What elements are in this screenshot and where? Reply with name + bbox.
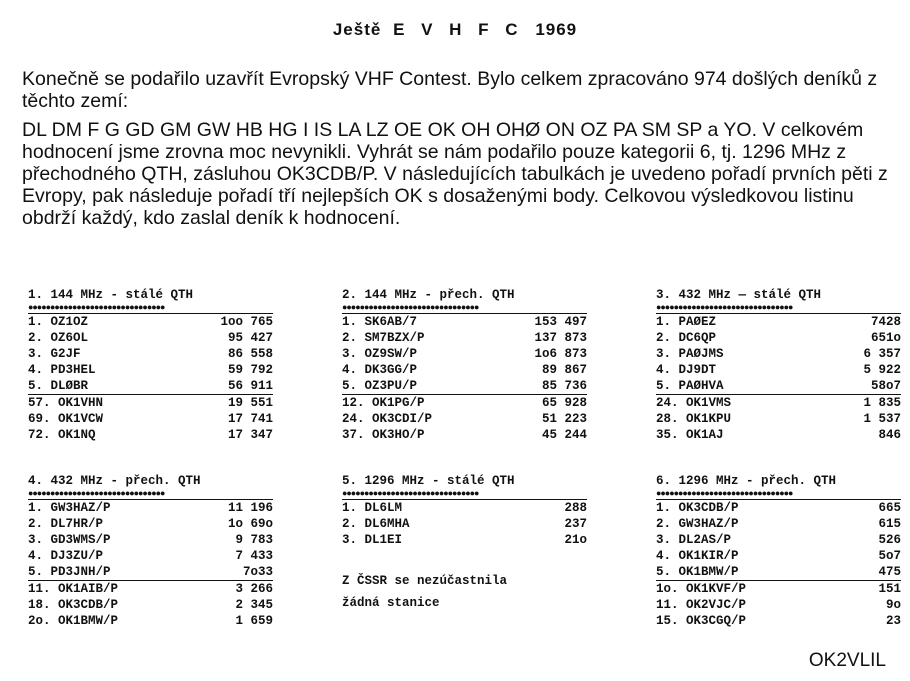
author-signature: OK2VLIL (808, 650, 886, 671)
ok-best-group (28, 395, 273, 443)
table-row (656, 427, 901, 443)
table-row (656, 581, 901, 597)
callsign: 1. OK3CDB/P (656, 501, 739, 515)
score: 19 551 (227, 396, 273, 410)
callsign: 69. OK1VCW (28, 412, 104, 426)
table-row (28, 532, 273, 548)
table-row (656, 362, 901, 378)
callsign: 1o. OK1KVF/P (656, 582, 747, 596)
note-line-2: žádná stanice (342, 596, 440, 610)
results-table-5 (342, 474, 587, 548)
score: 615 (878, 517, 901, 531)
callsign: 15. OK3CGQ/P (656, 614, 747, 628)
title-contest: E V H F C (393, 20, 524, 39)
callsign: 5. DLØBR (28, 379, 89, 393)
score: 237 (564, 517, 587, 531)
callsign: 4. DK3GG/P (342, 363, 418, 377)
score: 95 427 (227, 331, 273, 345)
callsign: 2. DL6MHA (342, 517, 410, 531)
table-row (342, 427, 587, 443)
score: 2 345 (235, 598, 273, 612)
table-heading: 4. 432 MHz - přech. QTH (28, 474, 201, 488)
callsign: 18. OK3CDB/P (28, 598, 119, 612)
score: 6 357 (863, 347, 901, 361)
score: 665 (878, 501, 901, 515)
callsign: 3. GD3WMS/P (28, 533, 111, 547)
europe-top-group (342, 314, 587, 395)
czechoslovakia-note (342, 570, 507, 614)
score: 45 244 (541, 428, 587, 442)
table-row (656, 597, 901, 613)
score: 288 (564, 501, 587, 515)
table-row (28, 362, 273, 378)
callsign: 24. OK3CDI/P (342, 412, 433, 426)
score: 17 741 (227, 412, 273, 426)
callsign: 5. OK1BMW/P (656, 565, 739, 579)
score: 56 911 (227, 379, 273, 393)
intro-paragraph-1: Konečně se podařilo uzavřít Evropský VHF Contest. Bylo celkem zpracováno 974 došlých deníků z těchto zemí: (22, 68, 878, 112)
table-row (656, 516, 901, 532)
table-row (342, 516, 587, 532)
table-row (28, 516, 273, 532)
callsign: 12. OK1PG/P (342, 396, 425, 410)
table-row (28, 314, 273, 330)
table-row (28, 548, 273, 564)
table-row (656, 314, 901, 330)
score: 86 558 (227, 347, 273, 361)
callsign: 4. DJ9DT (656, 363, 717, 377)
table-row (28, 581, 273, 597)
table-row (28, 330, 273, 346)
callsign: 3. DL1EI (342, 533, 403, 547)
score: 59 792 (227, 363, 273, 377)
score: 7428 (870, 315, 901, 329)
score: 137 873 (534, 331, 587, 345)
table-row (342, 362, 587, 378)
results-table-3 (656, 288, 901, 443)
callsign: 1. SK6AB/7 (342, 315, 418, 329)
score: 1oo 765 (220, 315, 273, 329)
score: 7o33 (242, 565, 273, 579)
score: 9 783 (235, 533, 273, 547)
table-row (656, 330, 901, 346)
title-year: 1969 (535, 20, 578, 39)
callsign: 1. DL6LM (342, 501, 403, 515)
table-row (28, 411, 273, 427)
table-row (28, 395, 273, 411)
ok-best-group (656, 395, 901, 443)
score: 151 (878, 582, 901, 596)
callsign: 3. OZ9SW/P (342, 347, 418, 361)
results-table-4 (28, 474, 273, 629)
callsign: 37. OK3HO/P (342, 428, 425, 442)
europe-top-group (28, 314, 273, 395)
page-title (0, 20, 910, 40)
table-row (342, 395, 587, 411)
intro-paragraph-2: DL DM F G GD GM GW HB HG I IS LA LZ OE OK OH OHØ ON OZ PA SM SP a YO. V celkovém hodnocení jsme zrovna moc nevynikli. Vyhrát se nám podařilo pouze kategorii 6, tj. 1296 MHz z přechodného QTH, zásluhou OK3CDB/P. V následujících tabulkách je uvedeno pořadí prvních pěti z Evropy, pak následuje pořadí tří nejlepších OK s dosaženými body. Celkovou výsledkovou listinu obdrží každý, kdo zaslal deník k hodnocení. (22, 119, 888, 229)
table-row (28, 564, 273, 580)
callsign: 2. DC6QP (656, 331, 717, 345)
callsign: 2o. OK1BMW/P (28, 614, 119, 628)
europe-top-group (342, 500, 587, 548)
score: 85 736 (541, 379, 587, 393)
dotted-separator: ●●●●●●●●●●●●●●●●●●●●●●●●●●●●●●● (342, 303, 587, 314)
table-row (656, 411, 901, 427)
table-row (342, 346, 587, 362)
dotted-separator: ●●●●●●●●●●●●●●●●●●●●●●●●●●●●●●● (656, 303, 901, 314)
score: 1 537 (863, 412, 901, 426)
table-row (656, 548, 901, 564)
intro-text (22, 68, 888, 229)
ok-best-group (342, 395, 587, 443)
score: 5o7 (878, 549, 901, 563)
table-row (656, 564, 901, 580)
score: 1o6 873 (534, 347, 587, 361)
table-row (342, 411, 587, 427)
table-row (342, 314, 587, 330)
table-row (342, 500, 587, 516)
dotted-separator: ●●●●●●●●●●●●●●●●●●●●●●●●●●●●●●● (656, 489, 901, 500)
table-row (656, 346, 901, 362)
europe-top-group (656, 500, 901, 581)
callsign: 11. OK1AIB/P (28, 582, 119, 596)
score: 9o (885, 598, 901, 612)
score: 3 266 (235, 582, 273, 596)
callsign: 2. SM7BZX/P (342, 331, 425, 345)
results-table-1 (28, 288, 273, 443)
callsign: 1. GW3HAZ/P (28, 501, 111, 515)
callsign: 3. DL2AS/P (656, 533, 732, 547)
callsign: 1. PAØEZ (656, 315, 717, 329)
score: 51 223 (541, 412, 587, 426)
callsign: 35. OK1AJ (656, 428, 724, 442)
dotted-separator: ●●●●●●●●●●●●●●●●●●●●●●●●●●●●●●● (342, 489, 587, 500)
callsign: 4. DJ3ZU/P (28, 549, 104, 563)
table-row (28, 427, 273, 443)
results-table-2 (342, 288, 587, 443)
callsign: 4. PD3HEL (28, 363, 96, 377)
europe-top-group (656, 314, 901, 395)
score: 846 (878, 428, 901, 442)
score: 21o (564, 533, 587, 547)
score: 5 922 (863, 363, 901, 377)
score: 17 347 (227, 428, 273, 442)
score: 475 (878, 565, 901, 579)
callsign: 24. OK1VMS (656, 396, 732, 410)
table-row (28, 378, 273, 394)
callsign: 5. PD3JNH/P (28, 565, 111, 579)
score: 65 928 (541, 396, 587, 410)
europe-top-group (28, 500, 273, 581)
callsign: 28. OK1KPU (656, 412, 732, 426)
table-row (656, 532, 901, 548)
callsign: 3. G2JF (28, 347, 81, 361)
callsign: 1. OZ1OZ (28, 315, 89, 329)
table-row (656, 613, 901, 629)
score: 23 (885, 614, 901, 628)
callsign: 5. OZ3PU/P (342, 379, 418, 393)
table-heading: 6. 1296 MHz - přech. QTH (656, 474, 837, 488)
callsign: 4. OK1KIR/P (656, 549, 739, 563)
dotted-separator: ●●●●●●●●●●●●●●●●●●●●●●●●●●●●●●● (28, 303, 273, 314)
score: 153 497 (534, 315, 587, 329)
score: 1 835 (863, 396, 901, 410)
score: 89 867 (541, 363, 587, 377)
table-row (28, 500, 273, 516)
score: 11 196 (227, 501, 273, 515)
callsign: 2. OZ6OL (28, 331, 89, 345)
callsign: 57. OK1VHN (28, 396, 104, 410)
table-row (656, 500, 901, 516)
callsign: 2. GW3HAZ/P (656, 517, 739, 531)
score: 1 659 (235, 614, 273, 628)
score: 58o7 (870, 379, 901, 393)
results-table-6 (656, 474, 901, 629)
score: 526 (878, 533, 901, 547)
table-row (28, 597, 273, 613)
table-row (342, 532, 587, 548)
ok-best-group (28, 581, 273, 629)
table-heading: 5. 1296 MHz - stálé QTH (342, 474, 515, 488)
dotted-separator: ●●●●●●●●●●●●●●●●●●●●●●●●●●●●●●● (28, 489, 273, 500)
score: 651o (870, 331, 901, 345)
callsign: 11. OK2VJC/P (656, 598, 747, 612)
score: 7 433 (235, 549, 273, 563)
table-row (28, 613, 273, 629)
table-heading: 2. 144 MHz - přech. QTH (342, 288, 515, 302)
callsign: 3. PAØJMS (656, 347, 724, 361)
table-row (656, 395, 901, 411)
table-heading: 3. 432 MHz — stálé QTH (656, 288, 822, 302)
table-row (28, 346, 273, 362)
ok-best-group (656, 581, 901, 629)
table-row (342, 330, 587, 346)
table-row (656, 378, 901, 394)
score: 1o 69o (227, 517, 273, 531)
title-prefix: Ještě (332, 20, 382, 39)
table-row (342, 378, 587, 394)
callsign: 2. DL7HR/P (28, 517, 104, 531)
callsign: 72. OK1NQ (28, 428, 96, 442)
table-heading: 1. 144 MHz - stálé QTH (28, 288, 194, 302)
note-line-1: Z ČSSR se nezúčastnila (342, 574, 508, 588)
callsign: 5. PAØHVA (656, 379, 724, 393)
